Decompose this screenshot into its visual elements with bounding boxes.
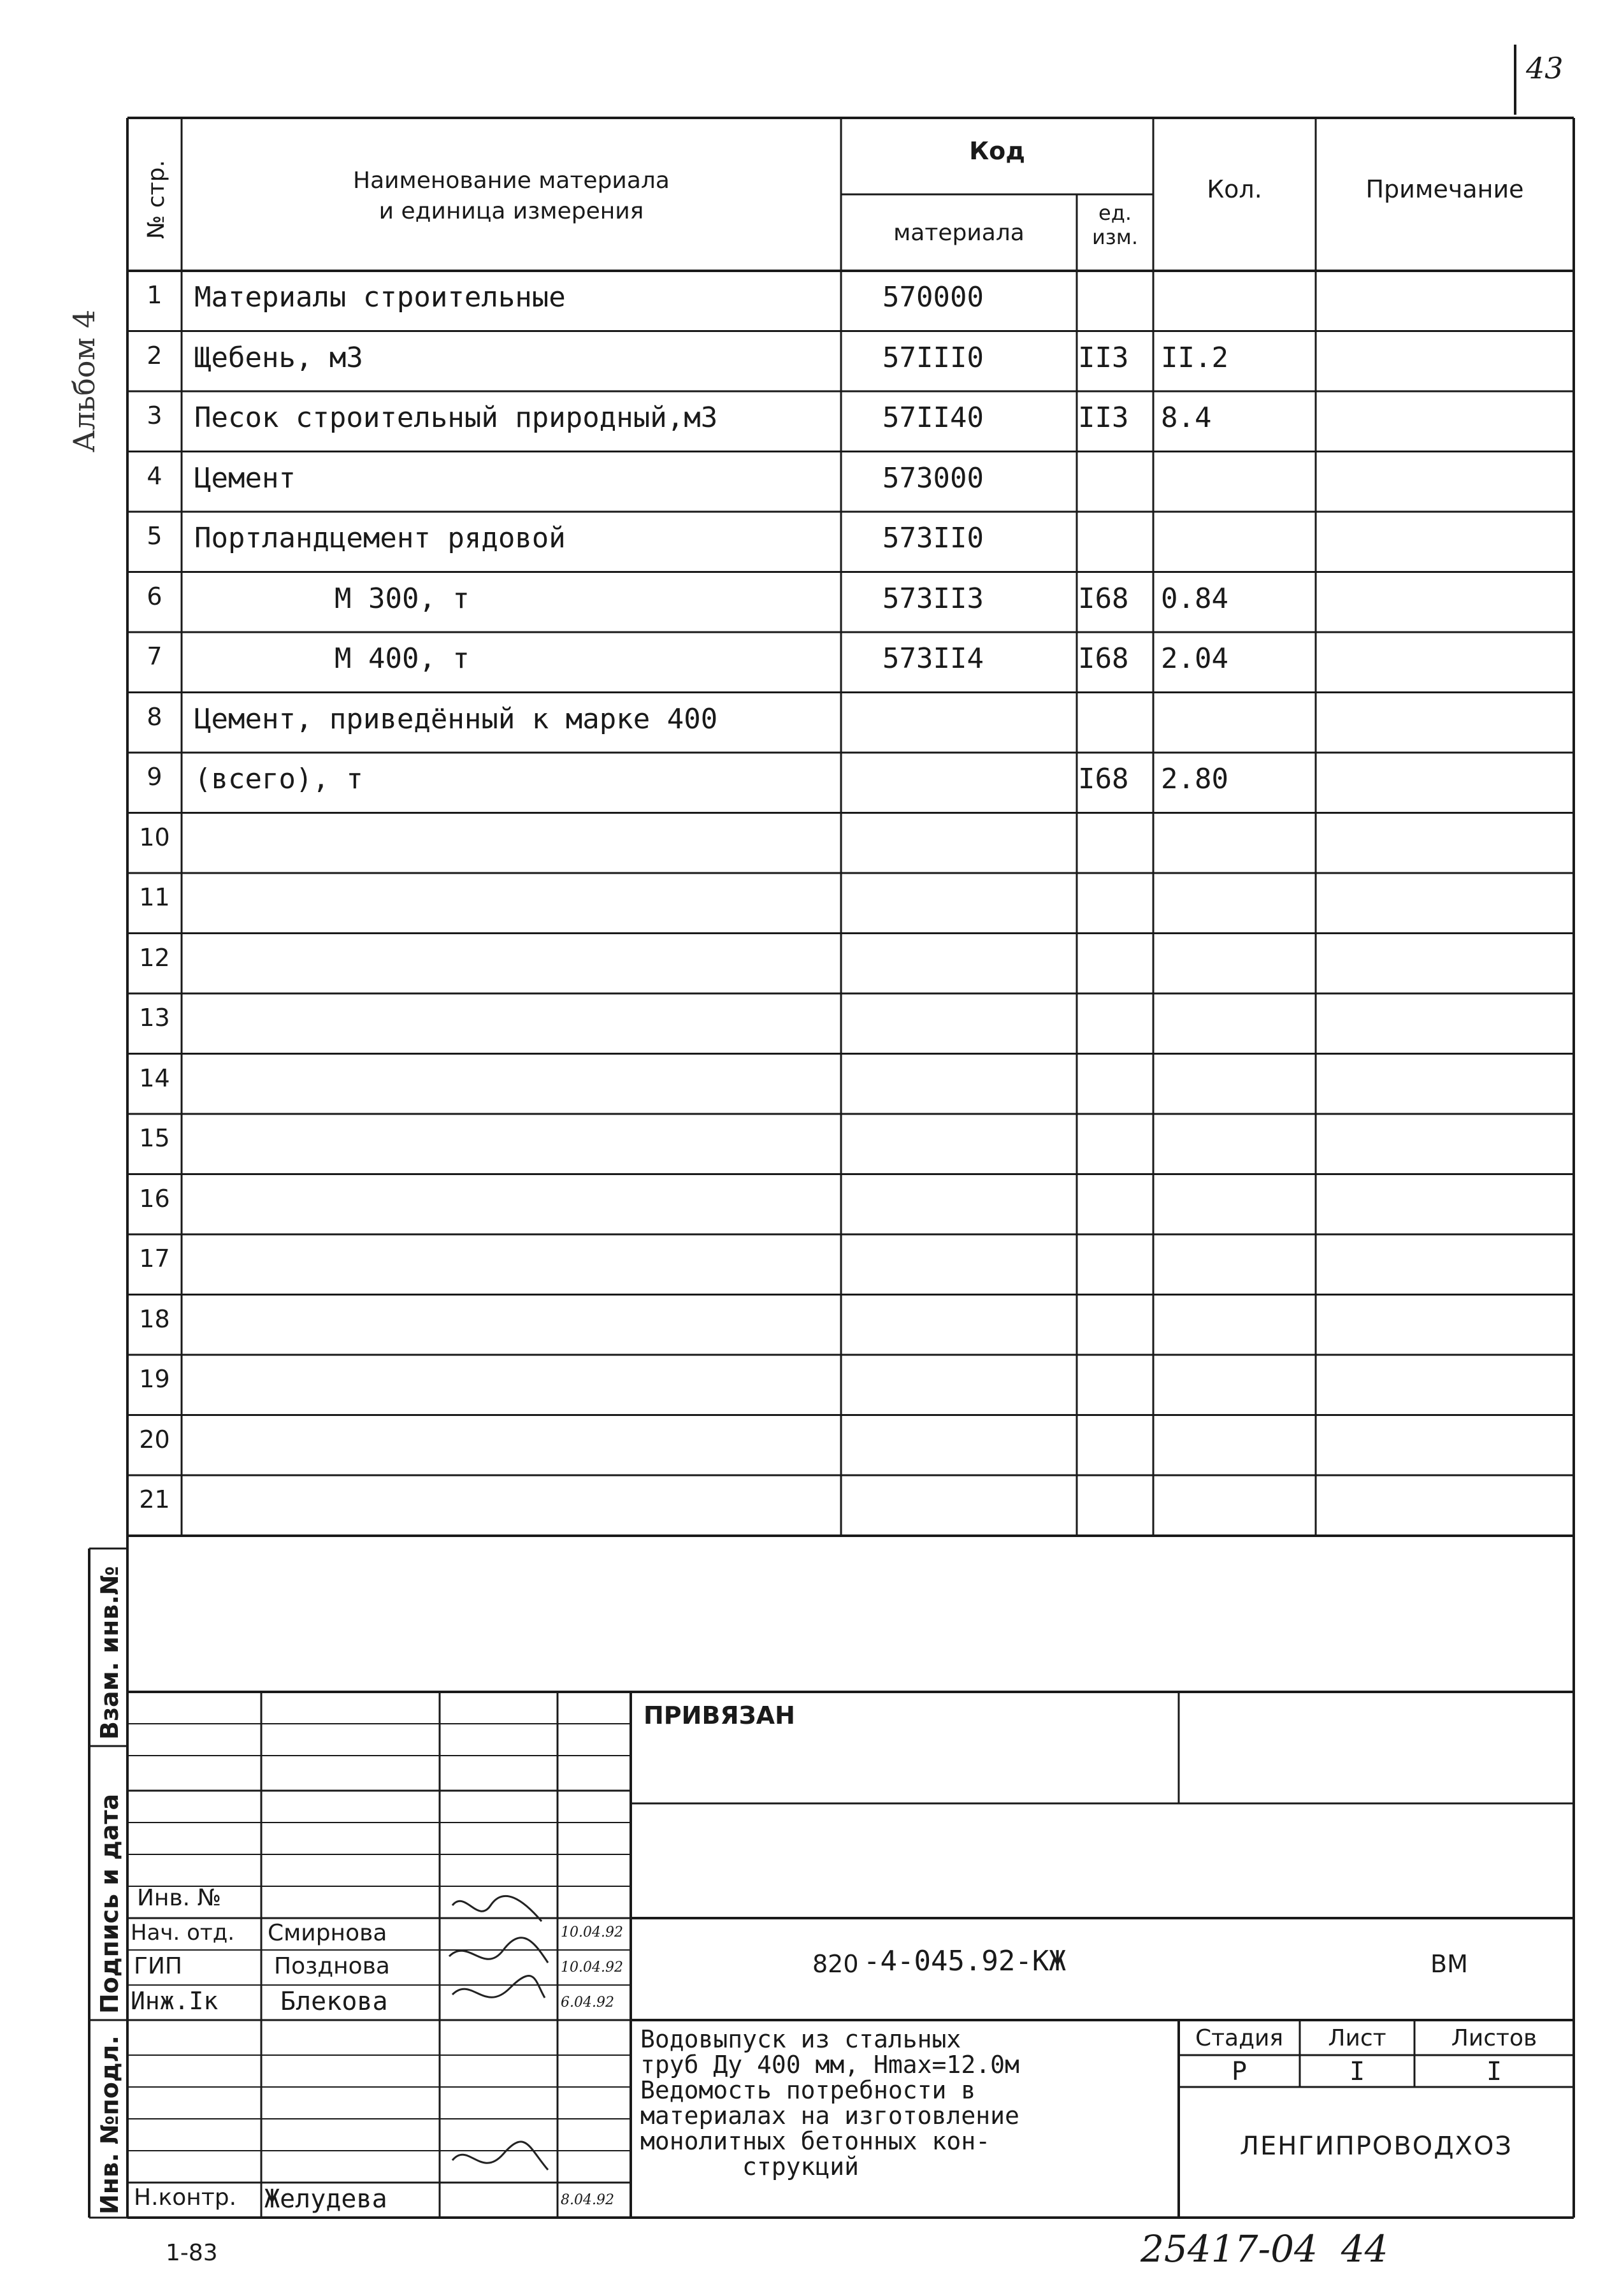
side-label-inv-podl: Инв. №подл. bbox=[96, 2035, 124, 2214]
row-number: 1 bbox=[147, 281, 162, 309]
header-note: Примечание bbox=[1365, 175, 1524, 203]
quantity: II.2 bbox=[1161, 341, 1228, 374]
row-number: 21 bbox=[139, 1485, 170, 1513]
sheet-label: Лист bbox=[1328, 2025, 1386, 2051]
row-number: 11 bbox=[139, 883, 170, 911]
header-name-line2: и единица измерения bbox=[378, 198, 644, 224]
sheets-value: I bbox=[1486, 2057, 1502, 2086]
signer-2-name: Позднова bbox=[274, 1953, 390, 1979]
signature-pozdnova bbox=[449, 1938, 548, 1963]
title-line-2: труб Ду 400 мм, Hmax=12.0м bbox=[640, 2051, 1019, 2079]
document-title bbox=[640, 2026, 1019, 2179]
row-number: 9 bbox=[147, 763, 162, 791]
signature-zheludeva bbox=[452, 2142, 548, 2170]
signer-2-role: ГИП bbox=[134, 1953, 182, 1979]
n-kontr-date: 8.04.92 bbox=[561, 2192, 614, 2208]
material-code: 573II4 bbox=[882, 642, 984, 675]
unit-code: I68 bbox=[1078, 763, 1129, 795]
row-number: 5 bbox=[147, 522, 162, 550]
material-code: 57III0 bbox=[882, 341, 984, 374]
unit-code: II3 bbox=[1078, 341, 1129, 374]
quantity: 2.80 bbox=[1161, 763, 1228, 795]
material-name: Песок строительный природный,м3 bbox=[194, 401, 718, 434]
header-row-no: № стр. bbox=[143, 160, 169, 239]
document-mark: ВМ bbox=[1430, 1950, 1468, 1978]
header-name bbox=[182, 166, 841, 227]
title-line-1: Водовыпуск из стальных bbox=[640, 2025, 961, 2053]
signer-1-role: Нач. отд. bbox=[131, 1920, 235, 1946]
row-number: 18 bbox=[139, 1304, 170, 1333]
title-line-4: материалах на изготовление bbox=[640, 2102, 1019, 2130]
material-name: М 400, т bbox=[335, 642, 470, 675]
row-number: 14 bbox=[139, 1064, 170, 1092]
header-code: Код bbox=[969, 137, 1025, 165]
signature-smirnova bbox=[452, 1896, 542, 1921]
signer-3-date: 6.04.92 bbox=[561, 1995, 614, 2011]
row-number: 20 bbox=[139, 1425, 170, 1454]
material-name: Портландцемент рядовой bbox=[194, 522, 566, 554]
sheet-value: I bbox=[1349, 2057, 1365, 2086]
title-line-5: монолитных бетонных кон- bbox=[640, 2127, 991, 2155]
material-name: (всего), т bbox=[194, 763, 363, 795]
header-code-material: материала bbox=[893, 220, 1025, 246]
row-number: 2 bbox=[147, 341, 162, 370]
title-line-6: струкций bbox=[742, 2153, 860, 2181]
signer-1-name: Смирнова bbox=[268, 1920, 387, 1946]
material-code: 573II3 bbox=[882, 582, 984, 615]
organization-name: ЛЕНГИПРОВОДХОЗ bbox=[1239, 2132, 1513, 2161]
sheets-label: Листов bbox=[1451, 2025, 1537, 2051]
row-number: 4 bbox=[147, 461, 162, 490]
quantity: 2.04 bbox=[1161, 642, 1228, 675]
album-label: Альбом 4 bbox=[67, 309, 101, 452]
material-code: 573000 bbox=[882, 461, 984, 495]
stage-label: Стадия bbox=[1195, 2025, 1284, 2051]
material-name: Щебень, м3 bbox=[194, 341, 363, 374]
header-qty: Кол. bbox=[1207, 175, 1262, 203]
document-code: -4-045.92-КЖ bbox=[863, 1945, 1066, 1977]
header-code-unit bbox=[1077, 201, 1153, 249]
unit-code: I68 bbox=[1078, 642, 1129, 675]
material-code: 570000 bbox=[882, 281, 984, 314]
row-number: 12 bbox=[139, 943, 170, 972]
n-kontr-name: Желудева bbox=[264, 2184, 387, 2214]
material-name: М 300, т bbox=[335, 582, 470, 615]
quantity: 0.84 bbox=[1161, 582, 1228, 615]
row-number: 16 bbox=[139, 1184, 170, 1213]
material-code: 573II0 bbox=[882, 522, 984, 554]
row-number: 8 bbox=[147, 702, 162, 731]
row-number: 19 bbox=[139, 1365, 170, 1393]
signer-3-role: Инж.Iк bbox=[131, 1987, 219, 2015]
row-number: 10 bbox=[139, 823, 170, 851]
signer-2-date: 10.04.92 bbox=[561, 1960, 623, 1975]
footer-right-code: 25417-04 44 bbox=[1140, 2227, 1388, 2271]
material-name: Цемент bbox=[194, 461, 296, 495]
footer-left-code: 1-83 bbox=[166, 2240, 218, 2266]
stamp-inv-no: Инв. № bbox=[137, 1885, 222, 1911]
quantity: 8.4 bbox=[1161, 401, 1212, 434]
stamp-privyazan: ПРИВЯЗАН bbox=[644, 1701, 795, 1729]
row-number: 7 bbox=[147, 642, 162, 670]
material-name: Материалы строительные bbox=[194, 281, 566, 314]
signer-1-date: 10.04.92 bbox=[561, 1924, 623, 1940]
n-kontr-role: Н.контр. bbox=[134, 2184, 237, 2211]
row-number: 17 bbox=[139, 1245, 170, 1273]
unit-code: I68 bbox=[1078, 582, 1129, 615]
row-number: 13 bbox=[139, 1004, 170, 1032]
side-label-podpis-data: Подпись и дата bbox=[96, 1793, 124, 2014]
row-number: 15 bbox=[139, 1124, 170, 1152]
signature-marks bbox=[440, 1886, 567, 2205]
stage-value: Р bbox=[1231, 2057, 1248, 2086]
signer-3-name: Блекова bbox=[280, 1987, 388, 2016]
signature-blekova bbox=[452, 1976, 545, 1998]
material-name: Цемент, приведённый к марке 400 bbox=[194, 702, 718, 735]
header-code-unit-line2: изм. bbox=[1091, 225, 1139, 249]
unit-code: II3 bbox=[1078, 401, 1129, 434]
header-code-unit-line1: ед. bbox=[1098, 201, 1132, 225]
title-line-3: Ведомость потребности в bbox=[640, 2076, 976, 2104]
document-code-prefix: 820 bbox=[812, 1950, 859, 1978]
row-number: 3 bbox=[147, 401, 162, 430]
side-label-vzam-inv: Взам. инв.№ bbox=[96, 1566, 124, 1740]
page-number: 43 bbox=[1526, 51, 1564, 85]
row-number: 6 bbox=[147, 582, 162, 610]
header-name-line1: Наименование материала bbox=[353, 168, 670, 194]
material-code: 57II40 bbox=[882, 401, 984, 434]
